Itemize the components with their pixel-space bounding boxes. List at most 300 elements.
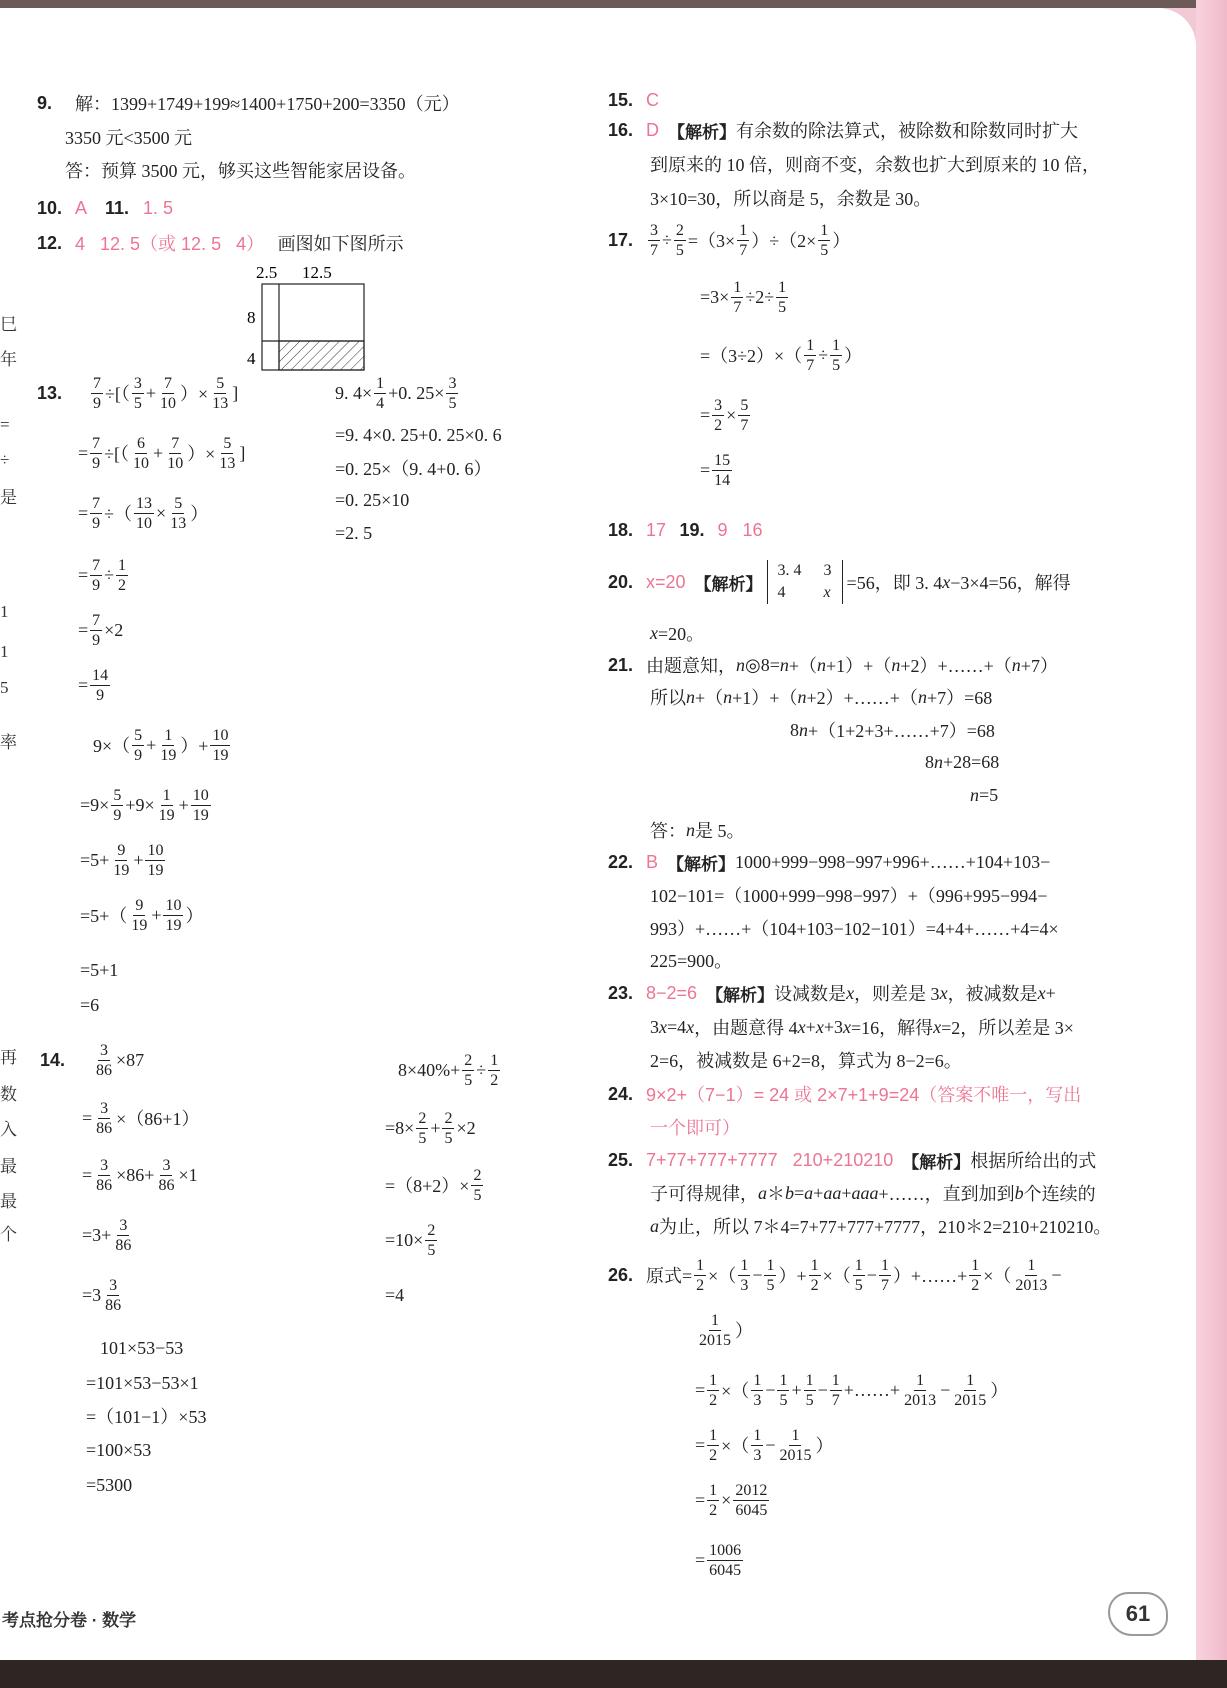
analysis-tag: 【解析】 [902,1152,971,1172]
math-text: ÷ [818,344,829,365]
clipped-margin-char: = [0,415,10,434]
fraction [94,1041,114,1080]
math-text: ×（ [822,1266,851,1286]
answer-highlight: D [646,119,659,140]
math-text: 2=6，被减数是 6+2=8，算式为 8−2=6。 [650,1051,962,1071]
fraction [694,1256,706,1295]
numerator: 7 [92,434,101,452]
determinant [767,560,843,604]
numerator: 7 [92,556,101,574]
numerator: 3 [133,374,142,392]
math-line [80,783,213,827]
math-text: + [178,794,189,815]
fraction [853,1256,865,1295]
variable: x [1037,982,1046,1003]
numerator: 6 [137,434,146,452]
variable: n [799,719,808,740]
math-line [695,1423,833,1467]
fraction [1013,1256,1049,1295]
math-text: − [752,1264,763,1285]
denominator: 2 [118,576,127,594]
denominator: 3 [753,1391,762,1409]
math-line [695,1538,745,1582]
math-text: ÷ [104,564,115,585]
math-text: ，被减数是 [947,984,1038,1004]
math-text: 3350 元<3500 元 [65,128,193,148]
math-text: = [700,404,711,425]
math-text: 8 [925,751,934,772]
denominator: 2 [696,1276,705,1294]
variable: n [686,686,695,707]
question-number: 22. [608,851,634,872]
denominator: 2015 [699,1331,731,1349]
math-line [608,1253,1062,1297]
denominator: 5 [675,241,684,259]
math-text: ） [990,1381,1009,1401]
math-line [385,1218,439,1262]
math-text: = [78,442,89,463]
numerator: 3 [448,374,457,392]
math-text: + [145,382,157,403]
denominator: 13 [212,394,229,412]
numerator: 1 [753,1371,762,1389]
math-line [78,663,112,707]
math-text: =0. 25×10 [335,489,410,510]
numerator: 1 [118,556,127,574]
variable: x [815,1016,824,1037]
numerator: 3 [100,1099,109,1117]
math-line [80,838,167,882]
denominator: 86 [158,1176,175,1194]
math-line [37,221,404,265]
math-text: ] [239,442,246,463]
math-text: 个连续的 [1023,1184,1096,1204]
fraction [157,786,177,825]
diagram-label-side-bottom: 4 [247,349,256,368]
denominator: 2 [810,1276,819,1294]
fraction [210,726,230,765]
math-text: =（101−1）×53 [86,1407,207,1427]
question-number: 26. [608,1264,634,1285]
analysis-tag: 【解析】 [667,854,736,874]
denominator: 2 [714,416,723,434]
numerator: 7 [92,611,101,629]
math-text: 答： [650,821,686,841]
page-number: 61 [1108,1592,1168,1636]
math-line [37,371,238,415]
fraction [776,278,788,317]
variable: n [970,784,979,805]
numerator: 1 [971,1256,980,1274]
clipped-margin-char: 最 [0,1157,17,1176]
math-text: ×1 [178,1164,198,1185]
math-line [608,560,1071,604]
fraction [818,221,830,260]
answer-highlight: 一个即可） [650,1118,740,1138]
fraction [751,1371,763,1410]
numerator: 9 [135,896,144,914]
math-text: +（ [695,688,724,708]
math-line [608,508,763,552]
denominator: 2013 [1015,1276,1048,1294]
math-text: ）+……+ [892,1266,968,1286]
math-text: = [695,1549,706,1570]
numerator: 2 [473,1166,482,1184]
variable: b [785,1182,794,1203]
question-number: 19. [679,519,705,540]
answer-highlight: 8−2=6 [646,982,698,1003]
denominator: 2 [709,1391,718,1409]
area-diagram [247,262,430,374]
math-text: ×（ [983,1266,1012,1286]
math-text: 根据所给出的式 [970,1151,1097,1171]
math-text: = [78,564,89,585]
math-text: 993）+……+（104+103−102−101）=4+4+……+4=4× [650,919,1059,939]
page-side-edge [1196,0,1227,1688]
clipped-margin-char: 率 [0,733,17,752]
variable: n [723,686,733,707]
numerator: 3 [119,1216,128,1234]
math-line [335,511,372,555]
fraction [191,786,211,825]
fraction [707,1541,743,1580]
fraction [116,556,128,595]
numerator: 9 [117,841,126,859]
math-text: − [765,1379,776,1400]
denominator: 86 [96,1061,112,1079]
math-line [398,1048,502,1092]
math-text: =101×53−53×1 [86,1372,199,1393]
math-text: = [82,1107,93,1128]
math-text: ） [190,504,209,524]
fraction [830,336,842,375]
fraction [738,1256,750,1295]
math-text: 设减数是 [774,984,847,1004]
denominator: 9 [92,631,101,649]
math-text: 102−101=（1000+999−998−997）+（996+995−994− [650,886,1048,906]
math-text: =2. 5 [335,522,373,543]
math-text: ，则差是 3 [854,984,940,1004]
question-number: 24. [608,1083,634,1104]
math-text: =3+ [82,1224,112,1245]
numerator: 3 [162,1156,171,1174]
denominator: 10 [160,394,177,412]
numerator: 1 [490,1051,499,1069]
fraction [731,278,743,317]
denominator: 19 [131,916,148,934]
math-text: 由题意知， [646,656,736,676]
fraction [129,896,149,935]
math-text: + [151,904,162,925]
math-text: = [78,619,89,640]
denominator: 9 [92,454,101,472]
denominator: 5 [444,1129,453,1147]
numerator: 1 [376,374,385,392]
numerator: 1 [740,1256,749,1274]
math-text: =9× [80,794,110,815]
numerator: 2 [444,1109,453,1127]
math-text: +7）=68 [926,688,993,708]
math-text: +3 [823,1016,843,1037]
math-text: − [940,1379,951,1400]
denominator: 5 [779,1391,788,1409]
determinant-entry: x [823,584,831,601]
fraction [777,1426,813,1465]
numerator: 5 [223,434,232,452]
denominator: 10 [133,454,150,472]
math-text: =（8+2）× [385,1176,470,1196]
question-number: 13. [37,382,63,403]
denominator: 5 [832,356,841,374]
numerator: 5 [174,494,183,512]
denominator: 14 [714,471,731,489]
math-text: +2）+……+（ [900,656,1012,676]
fraction [168,494,188,533]
math-text: =6 [80,994,100,1015]
math-line [82,1273,125,1317]
numerator: 1 [696,1256,705,1274]
fraction [165,434,185,473]
math-text: =0. 25×（9. 4+0. 6） [335,459,492,479]
denominator: 7 [650,241,658,259]
math-line [700,333,862,377]
math-text: 答：预算 3500 元，够买这些智能家居设备。 [65,161,416,181]
math-text: =9. 4×0. 25+0. 25×0. 6 [335,424,502,445]
denominator: 13 [170,514,187,532]
numerator: 10 [147,841,164,859]
denominator: 19 [158,806,175,824]
fraction [145,841,165,880]
numerator: 1 [831,1371,840,1389]
clipped-margin-char: 年 [0,350,17,369]
math-line [608,218,850,262]
fraction [733,1481,769,1520]
denominator: 9 [93,394,101,412]
fraction [134,494,154,533]
math-text: × [156,502,167,523]
variable: x [846,982,855,1003]
math-text: + [146,734,157,755]
answer-highlight: 17 [646,519,667,540]
math-text [686,572,695,593]
math-text: = [695,1434,706,1455]
denominator: 5 [820,241,829,259]
fraction [446,374,458,413]
math-text: ÷ [476,1059,487,1080]
numerator: 5 [740,396,749,414]
question-number: 18. [608,519,634,540]
math-line [700,393,752,437]
math-text: ×2 [456,1117,476,1138]
fraction [425,1221,437,1260]
question-number: 16. [608,119,634,140]
numerator: 1 [806,336,815,354]
math-text: ） [832,231,851,251]
fraction [210,374,230,413]
math-text: + [430,1117,441,1138]
diagram-label-top-right: 12.5 [302,263,332,282]
fraction [158,374,178,413]
question-number: 20. [608,571,634,592]
math-text: − [1051,1264,1062,1285]
clipped-margin-char: 是 [0,488,17,507]
math-text: =3× [700,286,730,307]
math-text: 9×（ [93,736,131,756]
math-text: ）× [187,444,216,464]
math-text: 3×10=30，所以商是 5，余数是 30。 [650,189,932,209]
numerator: 2 [427,1221,436,1239]
math-text: −3×4=56，解得 [950,573,1071,593]
fraction [158,726,178,765]
clipped-margin-char: 再 [0,1048,17,1067]
denominator: 9 [113,806,122,824]
numerator: 3 [100,1156,109,1174]
denominator: 86 [96,1119,113,1137]
fraction [90,434,102,473]
variable: a [758,1182,767,1203]
denominator: 19 [113,861,130,879]
fraction [111,786,123,825]
math-text: ] [232,382,239,403]
math-text: 9. 4× [335,382,373,403]
math-text: +7） [1020,656,1058,676]
numerator: 13 [136,494,153,512]
fraction [442,1109,454,1148]
math-text: =5+（ [80,906,128,926]
math-line [82,1096,199,1140]
variable: b [1014,1182,1024,1203]
denominator: 9 [92,514,101,532]
math-text: ） [844,346,863,366]
variable: x [939,982,948,1003]
math-line [78,491,208,535]
numerator: 7 [164,374,173,392]
fraction [830,1371,842,1410]
denominator: 5 [133,394,142,412]
numerator: 1 [880,1256,889,1274]
math-text: +9× [125,794,155,815]
denominator: 2 [709,1501,718,1519]
clipped-margin-char: 入 [0,1120,17,1139]
math-text: ×（86+1） [116,1109,200,1129]
math-text: ×（ [721,1436,750,1456]
numerator: 1 [810,1256,819,1274]
denominator: 5 [766,1276,775,1294]
numerator: 1 [709,1481,718,1499]
clipped-margin-char: 1 [0,602,9,621]
denominator: 5 [427,1241,436,1259]
math-text: =4 [385,1284,405,1305]
math-text: =56，即 3. 4 [846,573,943,593]
denominator: 2015 [954,1391,987,1409]
math-text: =5 [979,784,999,805]
math-line [970,773,998,817]
math-text: ）+ [180,736,209,756]
math-text: 8 [790,719,799,740]
math-text [658,852,667,873]
math-text: ×（ [708,1266,737,1286]
numerator: 1 [832,336,841,354]
numerator: 15 [714,451,731,469]
clipped-margin-char: ÷ [0,450,10,469]
numerator: 1 [820,221,829,239]
denominator: 19 [147,861,164,879]
math-text: ÷（ [104,504,133,524]
denominator: 19 [165,916,182,934]
numerator: 1 [791,1426,800,1444]
numerator: 1 [766,1256,775,1274]
numerator: 2 [464,1051,473,1069]
fraction [712,451,732,490]
numerator: 1 [854,1256,863,1274]
math-line [86,1463,132,1507]
diagram-label-side-top: 8 [247,308,256,327]
math-text: ） [735,1321,753,1341]
numerator: 10 [165,896,182,914]
denominator: 9 [92,576,101,594]
answer-highlight: A [75,197,88,218]
math-line [650,1204,1111,1248]
math-text: =5+1 [80,959,119,980]
determinant-entry: 4 [777,584,786,601]
math-line [80,893,203,937]
numerator: 2012 [735,1481,768,1499]
variable: n [797,686,807,707]
clipped-margin-char: 个 [0,1225,17,1244]
math-text: = [82,1164,93,1185]
denominator: 5 [448,394,457,412]
math-line [385,1163,485,1207]
math-text: + [153,442,164,463]
math-text: + [841,1182,852,1203]
math-text [87,198,105,219]
fraction [91,374,103,413]
answer-highlight: 4 12. 5（或 12. 5 4） [75,234,265,254]
numerator: 2 [675,221,684,239]
fraction [809,1256,821,1295]
math-line [40,1038,144,1082]
math-text: = [78,674,89,695]
denominator: 2 [490,1071,499,1089]
denominator: 5 [805,1391,814,1409]
question-number: 15. [608,89,634,110]
math-text: +（1+2+3+……+7）=68 [808,721,995,741]
variable: aa [823,1182,842,1203]
math-line [695,1308,753,1352]
math-text: 子可得规律， [650,1184,758,1204]
denominator: 2 [709,1446,718,1464]
math-line [650,176,931,220]
denominator: 3 [753,1446,762,1464]
answer-highlight: 9 16 [717,519,763,540]
denominator: 4 [376,394,385,412]
math-line [385,1273,404,1317]
numerator: 7 [93,374,101,392]
denominator: 7 [806,356,815,374]
answer-highlight: 7+77+777+7777 210+210210 [646,1149,894,1170]
math-text: ）+ [778,1266,807,1286]
numerator: 10 [192,786,209,804]
numerator: 1006 [709,1541,742,1559]
math-text: 解：1399+1749+199≈1400+1750+200=3350（元） [75,94,460,114]
fraction [103,1276,123,1315]
fraction [374,374,386,413]
variable: n [779,654,789,675]
denominator: 3 [740,1276,749,1294]
numerator: 1 [1027,1256,1036,1274]
denominator: 5 [464,1071,473,1089]
numerator: 1 [709,1371,718,1389]
